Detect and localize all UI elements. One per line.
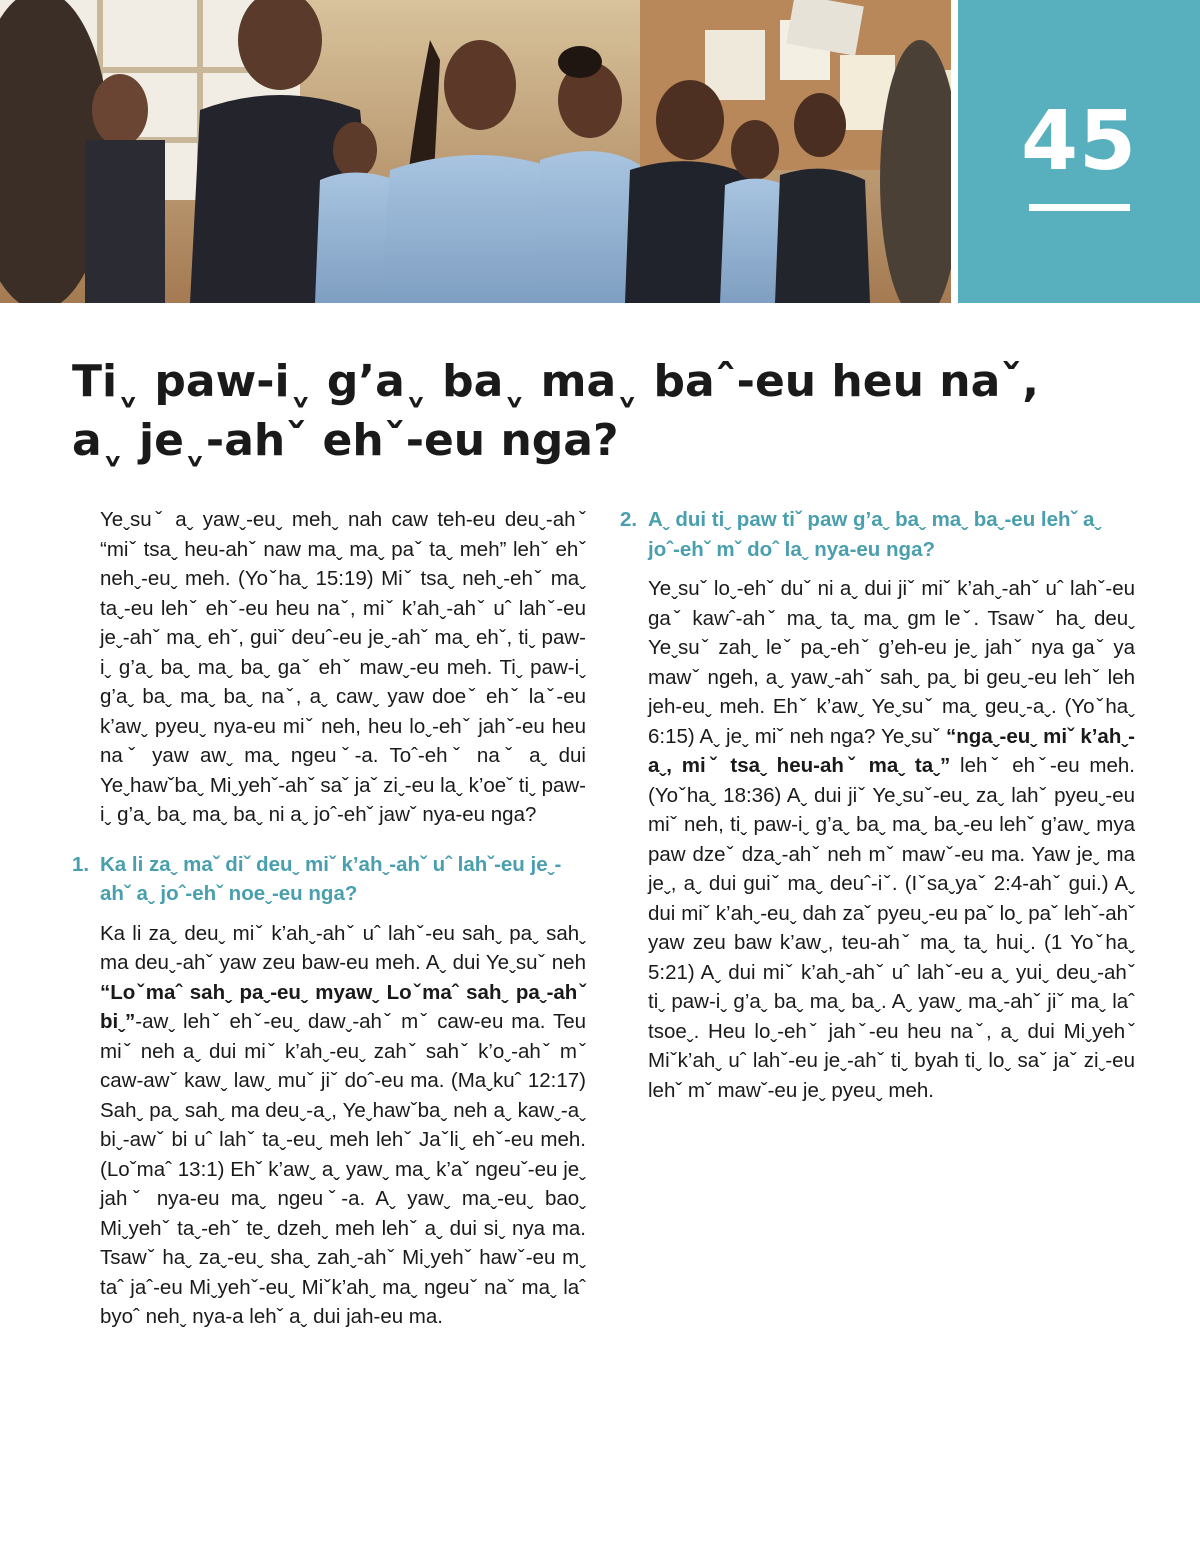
hero-photo — [0, 0, 951, 303]
section-2-paragraph — [620, 574, 1135, 1105]
intro-paragraph: Yeˬsuˇ aˬ yawˬ-euˬ mehˬ nah caw teh-eu deuˬ-ahˇ “miˇ tsaˬ heu-ahˇ naw maˬ maˬ paˇ taˬ meh” lehˇ ehˇ nehˬ-euˬ meh. (Yoˇhaˬ 15:19) Miˇ tsaˬ nehˬ-ehˇ maˬ taˬ-eu lehˇ ehˇ-eu heu naˇ, miˇ k’ahˬ-ahˇ uˆ lahˇ-eu jeˬ-ahˇ maˬ ehˇ, guiˇ deuˆ-eu jeˬ-ahˇ maˬ ehˇ, tiˬ paw-iˬ g’aˬ baˬ maˬ baˬ gaˇ ehˇ mawˬ-eu meh. Tiˬ paw-iˬ g’aˬ baˬ maˬ baˬ naˇ, aˬ cawˬ yaw doeˇ ehˇ laˇ-eu k’awˬ pyeuˬ nya-eu miˇ neh, heu loˬ-ehˇ jahˇ-eu heu naˇ yaw awˬ maˬ ngeuˇ-a. Toˆ-ehˇ naˇ aˬ dui Yeˬhawˇbaˬ Miˬyehˇ-ahˇ saˇ jaˇ ziˬ-eu laˬ k’oeˇ tiˬ paw-iˬ g’aˬ baˬ maˬ baˬ ni aˬ joˆ-ehˇ jawˇ nya-eu nga? — [100, 508, 586, 826]
section-1-bold-quote: “Loˇmaˆ sahˬ paˬ-euˬ myawˬ Loˇmaˆ sahˬ paˬ-ahˇ biˬ” — [100, 980, 586, 1033]
question-1 — [72, 850, 586, 909]
title-line-1: Tiˬ paw-iˬ g’aˬ baˬ maˬ baˆ-eu heu naˇ, — [72, 356, 1039, 407]
lesson-number: 45 — [1020, 94, 1138, 189]
title-line-2: aˬ jeˬ-ahˇ ehˇ-eu nga? — [72, 415, 619, 466]
question-2-text: Aˬ dui tiˬ paw tiˇ paw g’aˬ baˬ maˬ baˬ-eu lehˇ aˬ joˆ-ehˇ mˇ doˆ laˬ nya-eu nga? — [648, 508, 1102, 561]
lesson-number-box — [958, 0, 1200, 303]
students-standing-illustration — [0, 0, 951, 303]
section-1-text-before: Ka li zaˬ deuˬ miˇ k’ahˬ-ahˇ uˆ lahˇ-eu sahˬ paˬ sahˬ ma deuˬ-ahˇ yaw zeu baw-eu meh. Aˬ dui Yeˬsuˇ neh — [100, 921, 586, 974]
question-2-number: 2. — [620, 508, 638, 531]
section-2-text-before: Yeˬsuˇ loˬ-ehˇ duˇ ni aˬ dui jiˇ miˇ k’ahˬ-ahˇ uˆ lahˇ-eu gaˇ kawˆ-ahˇ maˬ taˬ maˬ gm leˇ. Tsawˇ haˬ deuˬ Yeˬsuˇ zahˬ leˇ paˬ-ehˇ g’eh-eu jeˬ jahˇ nya gaˇ ya mawˇ ngeh, aˬ yawˬ-ahˇ sahˬ paˬ bi geuˬ-eu lehˇ leh jeh-euˬ meh. Ehˇ k’awˬ Yeˬsuˇ maˬ geuˬ-aˬ. (Yoˇhaˬ 6:15) Aˬ jeˬ miˇ neh nga? Yeˬsuˇ — [648, 577, 1135, 748]
section-1-text-after: -awˬ lehˇ ehˇ-euˬ dawˬ-ahˇ mˇ caw-eu ma. Teu miˇ neh aˬ dui miˇ k’ahˬ-euˬ zahˇ sahˇ k’oˬ-ahˇ mˇ caw-awˇ kawˬ lawˬ muˇ jiˇ doˆ-eu ma. (Maˬkuˆ 12:17) Sahˬ paˬ sahˬ ma deuˬ-aˬ, Yeˬhawˇbaˬ neh aˬ kawˬ-aˬ biˬ-awˇ bi uˆ lahˇ taˬ-euˬ meh lehˇ Jaˇliˬ ehˇ-eu meh. (Loˇmaˆ 13:1) Ehˇ k’awˬ aˬ yawˬ maˬ k’aˇ ngeuˇ-eu jeˬ jahˇ nya-eu maˬ ngeuˇ-a. Aˬ yawˬ maˬ-euˬ baoˬ Miˬyehˇ taˬ-ehˇ teˬ dzehˬ meh lehˇ aˬ dui siˬ nya ma. Tsawˇ haˬ zaˬ-euˬ shaˬ zahˬ-ahˇ Miˬyehˇ hawˇ-eu mˬ taˆ jaˆ-eu Miˬyehˇ-euˬ Miˇk’ahˬ maˬ ngeuˇ naˇ maˬ laˆ byoˆ nehˬ nya-a lehˇ aˬ dui jah-eu ma. — [100, 1010, 586, 1328]
lesson-number-underline — [1029, 204, 1130, 211]
section-2-bold-quote: “ngaˬ-euˬ miˇ k’ahˬ-aˬ, miˇ tsaˬ heu-ahˇ maˬ taˬ” — [648, 724, 1135, 777]
question-1-text: Ka li zaˬ maˇ diˇ deuˬ miˇ k’ahˬ-ahˇ uˆ lahˇ-eu jeˬ-ahˇ aˬ joˆ-ehˇ noeˬ-eu nga? — [100, 852, 562, 905]
section-1-paragraph — [72, 919, 586, 1332]
page-title — [72, 352, 1132, 470]
right-column — [620, 505, 1135, 1105]
left-column — [72, 505, 586, 1332]
question-2 — [620, 505, 1135, 564]
section-2-text-after: lehˇ ehˇ-eu meh. (Yoˇhaˬ 18:36) Aˬ dui jiˇ Yeˬsuˇ-euˬ zaˬ lahˇ pyeuˬ-eu miˇ neh, tiˬ paw-iˬ g’aˬ baˬ maˬ baˬ-eu lehˇ g’awˬ mya paw dzeˇ dzaˬ-ahˇ neh mˇ mawˇ-eu ma. Yaw jeˬ ma jeˬ, aˬ dui guiˇ maˬ deuˆ-iˇ. (Iˇsaˬyaˇ 2:4-ahˇ gui.) Aˬ dui miˇ k’ahˬ-euˬ dah zaˇ pyeuˬ-eu paˇ loˬ paˇ lehˇ-ahˇ yaw zeu baw k’awˬ, teu-ahˇ maˬ taˬ huiˬ. (1 Yoˇhaˬ 5:21) Aˬ dui miˇ k’ahˬ-ahˇ uˆ lahˇ-eu aˬ yuiˬ deuˬ-ahˇ tiˬ paw-iˬ g’aˬ baˬ maˬ baˬ. Aˬ yawˬ maˬ-ahˇ jiˇ maˬ laˆ tsoeˬ. Heu loˬ-ehˇ jahˇ-eu heu naˇ, aˬ dui Miˬyehˇ Miˇk’ahˬ uˆ lahˇ-eu jeˬ-ahˇ tiˬ byah tiˬ loˬ saˇ jaˇ ziˬ-eu lehˇ mˇ mawˇ-eu jeˬ pyeuˬ meh. — [648, 754, 1135, 1102]
question-1-number: 1. — [72, 852, 90, 876]
